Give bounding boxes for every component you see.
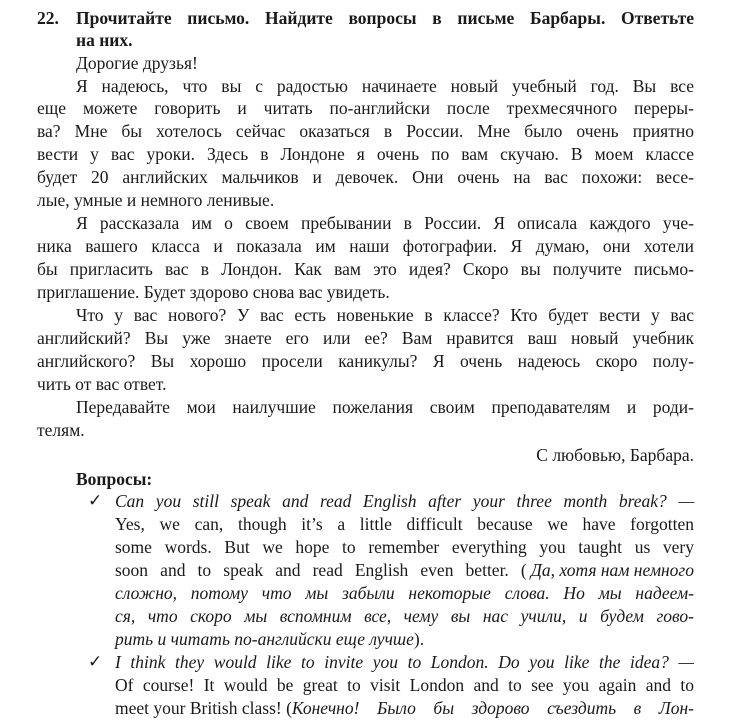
letter-line: чить от вас ответ.: [37, 374, 167, 394]
letter-line: Что у вас нового? У вас есть новенькие в классе? Кто будет вести у вас: [76, 305, 694, 325]
translation-text: рить и читать по-английски еще лучше: [115, 629, 414, 649]
answer-text: meet your British class! (: [115, 698, 292, 718]
letter-signature: С любовью, Барбара.: [536, 445, 694, 465]
translation-line: ся, что скоро мы вспомним все, чему вы нас учили, и будем гово-: [115, 606, 694, 626]
letter-line: еще можете говорить и читать по-английски после трехмесячного переры-: [37, 98, 694, 118]
answer-line: Of course! It would be great to visit London and to see you again and to: [115, 675, 694, 695]
answer-line: some words. But we hope to remember everything you taught us very: [115, 537, 694, 557]
letter-greeting: Дорогие друзья!: [76, 53, 198, 73]
answer-line-mixed: [115, 560, 694, 580]
letter-line: бы пригласить вас в Лондон. Как вам это идея? Скоро вы получите письмо-: [37, 259, 694, 279]
letter-line: лые, умные и немного ленивые.: [37, 190, 275, 210]
exercise-instruction: Прочитайте письмо. Найдите вопросы в письме Барбары. Ответьте: [76, 8, 694, 28]
letter-line: ва? Мне бы хотелось сейчас оказаться в России. Мне было очень приятно: [37, 121, 694, 141]
letter-line: английский? Вы уже знаете его или ее? Вам нравится ваш новый учебник: [37, 328, 694, 348]
letter-line: телям.: [37, 420, 85, 440]
letter-line: ника вашего класса и показала им наши фотографии. Я думаю, они хотели: [37, 236, 694, 256]
questions-heading: Вопросы:: [76, 469, 153, 489]
exercise-number: 22.: [37, 8, 59, 28]
closing-paren: ).: [413, 629, 425, 649]
letter-line: английского? Вы хорошо просели каникулы? Я очень надеюсь скоро полу-: [37, 351, 694, 371]
question-text: I think they would like to invite you to London. Do you like the idea? —: [115, 652, 694, 672]
answer-text: soon and to speak and read English even better. (: [115, 560, 527, 580]
translation-line: сложно, потому что мы забыли некоторые слова. Но мы надеем-: [115, 583, 694, 603]
answer-line: Yes, we can, though it’s a little difficult because we have forgotten: [115, 514, 694, 534]
letter-line: приглашение. Будет здорово снова вас увидеть.: [37, 282, 390, 302]
question-text: Can you still speak and read English after your three month break? —: [115, 491, 694, 511]
translation-line-end: [115, 629, 424, 649]
letter-line: Передавайте мои наилучшие пожелания своим преподавателям и роди-: [76, 397, 694, 417]
translation-text: Да, хотя нам немного: [530, 560, 694, 580]
letter-line: будет 20 английских мальчиков и девочек. Они очень на вас похожи: весе-: [37, 167, 694, 187]
answer-line-mixed: [115, 698, 694, 718]
letter-line: Я надеюсь, что вы с радостью начинаете новый учебный год. Вы все: [76, 76, 694, 96]
letter-line: вести у вас уроки. Здесь в Лондоне я очень по вам скучаю. В моем классе: [37, 144, 694, 164]
letter-line: Я рассказала им о своем пребывании в России. Я описала каждого уче-: [76, 213, 694, 233]
check-icon: ✓: [88, 652, 103, 671]
exercise-instruction-cont: на них.: [76, 30, 133, 50]
check-icon: ✓: [88, 491, 103, 510]
translation-text: Конечно! Было бы здорово съездить в Лон-: [291, 698, 694, 718]
